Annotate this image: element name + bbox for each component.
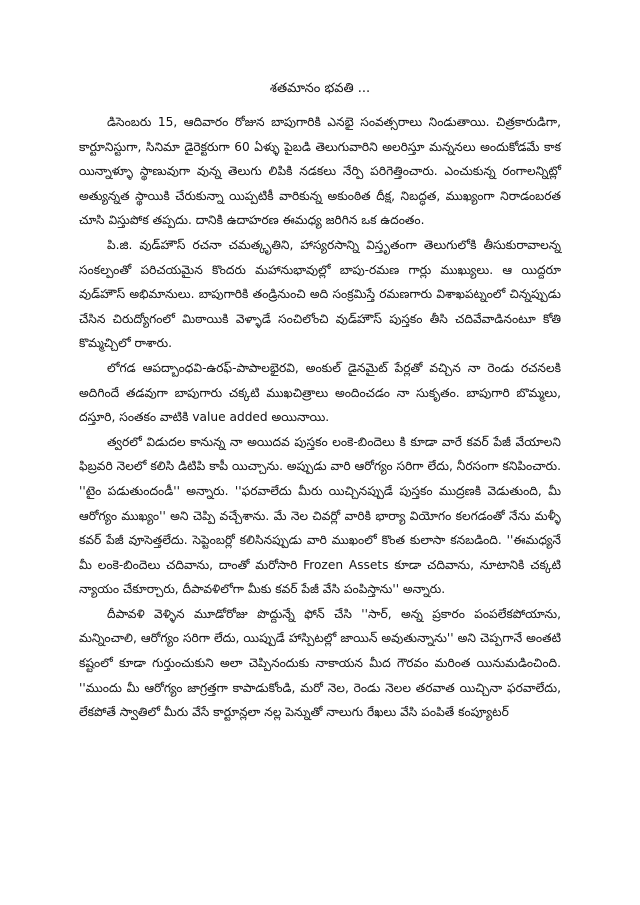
- paragraph-bapu-eighty-years: డిసెంబరు 15, ఆదివారం రోజున బాపుగారికి ఎనభై సంవత్సరాలు నిండుతాయి. చిత్రకారుడిగా, కార్టూనిస్టుగా, సినిమా డైరెక్టరుగా 60 ఏళ్ళు పైబడి తెలుగువారిని అలరిస్తూ మన్ననలు అందుకోడమే కాక యిన్నాళ్ళూ స్థాణువుగా వున్న తెలుగు లిపికి నడకలు నేర్పి పరిగెత్తించారు. ఎంచుకున్న రంగాలన్నిట్లో అత్యున్నత స్థాయికి చేరుకున్నా యిప్పటికీ వారికున్న అకుంఠిత దీక్ష, నిబద్ధత, ముఖ్యంగా నిరాడంబరత చూసి విస్తుపోక తప్పదు. దానికి ఉదాహరణ ఈమధ్య జరిగిన ఒక ఉదంతం.: [79, 115, 561, 228]
- paragraph-wodehouse-admirers: పి.జి. వుడ్‌హౌస్ రచనా చమత్కృతిని, హాస్యరసాన్ని విస్తృతంగా తెలుగులోకి తీసుకురావాలన్న సంకల్పంతో పరిచయమైన కొందరు మహానుభావుల్లో బాపు-రమణ గార్లు ముఖ్యులు. ఆ యిద్దరూ వుడ్‌హౌస్ అభిమానులు. బాపుగారికి తండ్రినుంచి అది సంక్రమిస్తే రమణగారు విశాఖపట్నంలో చిన్నప్పుడు చేసిన చిరుద్యోగంలో మిఠాయికి వెళ్ళాడే సంచిలోంచి వుడ్‌హౌస్ పుస్తకం తీసి చదివేవాడినంటూ కోతి కొమ్మచ్చిలో రాశారు.: [79, 237, 561, 351]
- document-title: శతమానం భవతి ...: [269, 81, 371, 96]
- paragraph-lanke-bindelu-cover: త్వరలో విడుదల కానున్న నా అయిదవ పుస్తకం లంకె-బిందెలు కి కూడా వారే కవర్ పేజీ వేయాలని ఫిబ్రవరి నెలలో కలిసి డిటిపి కాపీ యిచ్చాను. అప్పుడు వారి ఆరోగ్యం సరిగా లేదు, నీరసంగా కనిపించారు. ''టైం పడుతుందండీ'' అన్నారు. ''ఫరవాలేదు మీరు యిచ్చినప్పుడే పుస్తకం ముద్రణకి వెడుతుంది, మీ ఆరోగ్యం ముఖ్యం'' అని చెప్పి వచ్చేశాను. మే నెల చివర్లో వారికి భార్యా వియోగం కలగడంతో నేను మళ్ళీ కవర్ పేజీ వూసెత్తలేదు. సెప్టెంబర్లో కలిసినప్పుడు వారి ముఖంలో కొంత కులాసా కనబడింది. ''ఈమధ్యనే మీ లంకె-బిందెలు చదివాను, దాంతో మరోసారి Frozen Assets కూడా చదివాను, నూటానికి చక్కటి న్యాయం చేకూర్చారు, దీపావళిలోగా మీకు కవర్ పేజీ వేసి పంపిస్తాను'' అన్నారు.: [79, 434, 561, 597]
- paragraph-previous-covers: లోగడ ఆపద్బాంధవి-ఉరఫ్-పాపాలభైరవి, అంకుల్ డైనమైట్ పేర్లతో వచ్చిన నా రెండు రచనలకి అదిగిందే తడవుగా బాపుగారు చక్కటి ముఖచిత్రాలు అందించడం నా సుకృతం. బాపుగారి బొమ్మలు, దస్తూరి, సంతకం వాటికి value added అయినాయి.: [79, 360, 561, 425]
- paragraph-diwali-phone-call: దీపావళి వెళ్ళిన మూడోరోజు పొద్దున్నే ఫోన్ చేసి ''సార్, అన్న ప్రకారం పంపలేకపోయాను, మన్నించాలి, ఆరోగ్యం సరిగా లేదు, యిప్పుడే హాస్పిటల్లో జాయిన్ అవుతున్నాను'' అని చెప్పగానే అంతటి కష్టంలో కూడా గుర్తుంచుకుని అలా చెప్పినందుకు నాకాయన మీద గౌరవం మరింత యినుమడించింది. ''ముందు మీ ఆరోగ్యం జాగ్రత్తగా కాపాడుకోండి, మరో నెల, రెండు నెలల తరవాత యిచ్చినా ఫరవాలేదు, లేకపోతే స్వాతిలో మీరు వేసే కార్టూన్లలా నల్ల పెన్నుతో నాలుగు రేఖలు వేసి పంపితే కంప్యూటర్: [79, 606, 561, 720]
- document-body: [79, 110, 561, 725]
